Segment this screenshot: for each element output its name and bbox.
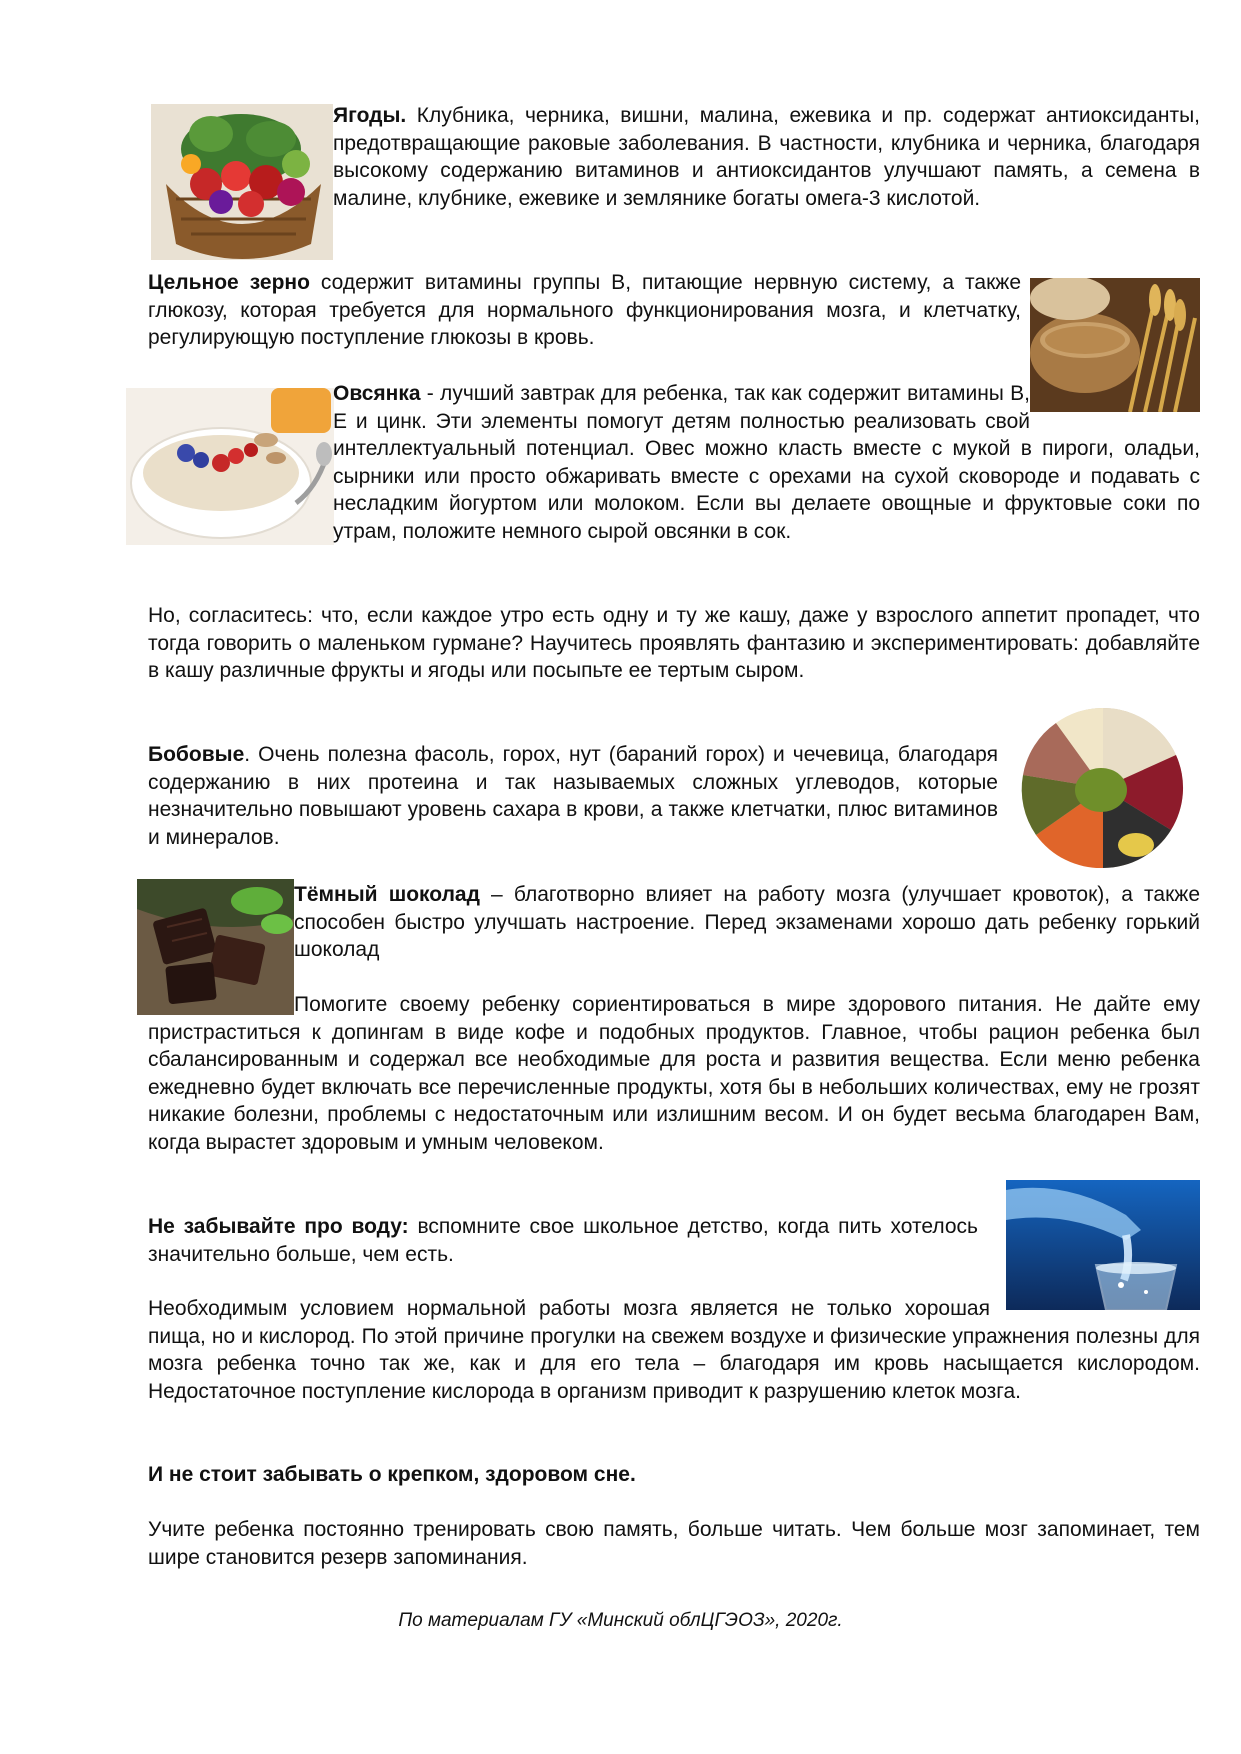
oatmeal-text: - лучший завтрак для ребенка, так как содержит витамины В, Е и цинк. Эти элементы помогут детям полностью реализовать свой интеллектуальный потенциал. Овес можно класть вместе с мукой в пироги, оладьи, сырники или просто обжаривать вместе с орехами на сухой сковороде и подавать с несладким йогуртом или молоком. Если вы делаете овощные и фруктовые соки по утрам, положите немного сырой овсянки в сок.: [333, 382, 1200, 543]
legumes-image: [1006, 705, 1200, 871]
source-note: По материалам ГУ «Минский облЦГЭОЗ», 2020г.: [398, 1610, 843, 1631]
legumes-text: . Очень полезна фасоль, горох, нут (бараний горох) и чечевица, благодаря содержанию в них протеина и так называемых сложных углеводов, которые незначительно повышают уровень сахара в крови, а также клетчатки, плюс витаминов и минералов.: [148, 743, 998, 849]
water-glass-image: [1006, 1180, 1200, 1310]
oxygen-paragraph: [148, 1295, 1200, 1405]
berries-text: Клубника, черника, вишни, малина, ежевика и пр. содержат антиоксиданты, предотвращающие раковые заболевания. В частности, клубника и черника, благодаря высокому содержанию витаминов и антиоксидантов улучшают память, а семена в малине, клубнике, ежевике и землянике богаты омега-3 кислотой.: [333, 104, 1200, 210]
oatmeal-title: Овсянка: [333, 382, 421, 405]
sleep-paragraph: [148, 1461, 1200, 1489]
whole-grain-text: содержит витамины группы В, питающие нервную систему, а также глюкозу, которая требуется для нормального функционирования мозга, и клетчатку, регулирующую поступление глюкозы в кровь.: [148, 271, 1021, 349]
whole-grain-paragraph: [148, 269, 1021, 352]
sleep-title: И не стоит забывать о крепком, здоровом сне.: [148, 1463, 636, 1486]
berries-paragraph: [333, 102, 1200, 212]
oatmeal-paragraph: [148, 380, 1200, 545]
help-text: Помогите своему ребенку сориентироваться в мире здорового питания. Не дайте ему пристраститься к допингам в виде кофе и подобных продуктов. Главное, чтобы рацион ребенка был сбалансированным и содержал все необходимые для роста и развития вещества. Если меню ребенка ежедневно будет включать все перечисленные продукты, хотя бы в небольших количествах, ему не грозят никакие болезни, проблемы с недостаточным или излишним весом. И он будет весьма благодарен Вам, когда вырастет здоровым и умным человеком.: [148, 993, 1200, 1154]
memory-paragraph: Учите ребенка постоянно тренировать свою память, больше читать. Чем больше мозг запоминает, тем шире становится резерв запоминания.: [148, 1518, 1200, 1569]
variety-paragraph: Но, согласитесь: что, если каждое утро есть одну и ту же кашу, даже у взрослого аппетит пропадет, что тогда говорить о маленьком гурмане? Научитесь проявлять фантазию и экспериментировать: добавляйте в кашу различные фрукты и ягоды или посыпьте ее тертым сыром.: [148, 604, 1200, 682]
help-paragraph: [148, 991, 1200, 1156]
chocolate-text: – благотворно влияет на работу мозга (улучшает кровоток), а также способен быстро улучшать настроение. Перед экзаменами хорошо дать ребенку горький шоколад: [294, 883, 1200, 961]
berries-basket-image: [151, 104, 333, 260]
water-paragraph: [148, 1213, 978, 1268]
water-text: вспомните свое школьное детство, когда пить хотелось значительно больше, чем есть.: [148, 1215, 978, 1266]
water-title: Не забывайте про воду:: [148, 1215, 409, 1238]
berries-title: Ягоды.: [333, 104, 407, 127]
legumes-paragraph: [148, 741, 998, 851]
whole-grain-title: Цельное зерно: [148, 271, 310, 294]
legumes-title: Бобовые: [148, 743, 245, 766]
oxygen-text: Необходимым условием нормальной работы мозга является не только хорошая пища, но и кислород. По этой причине прогулки на свежем воздухе и физические упражнения полезны для мозга ребенка точно так же, как и для его тела – благодаря им кровь насыщается кислородом. Недостаточное поступление кислорода в организм приводит к разрушению клеток мозга.: [148, 1297, 1200, 1403]
chocolate-paragraph: [294, 881, 1200, 964]
chocolate-title: Тёмный шоколад: [294, 883, 480, 906]
